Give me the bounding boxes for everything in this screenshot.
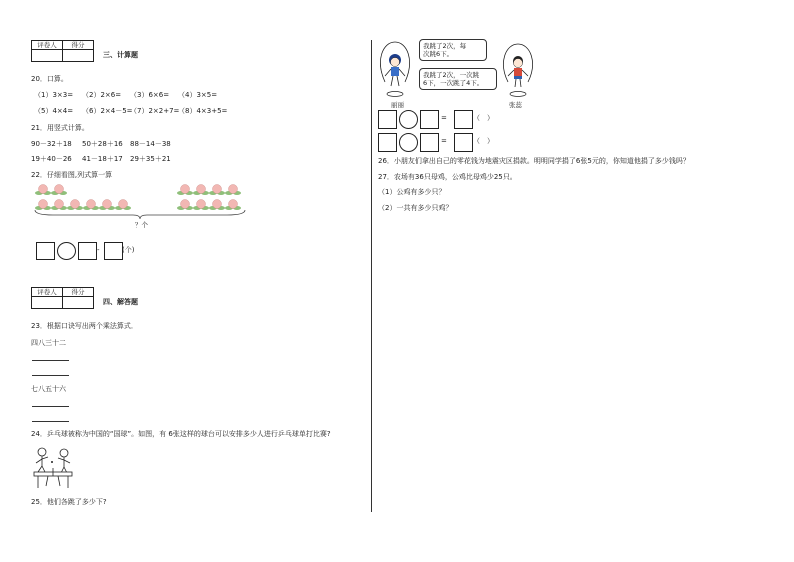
q27-sub1: （1）公鸡有多少只？ [378,188,446,196]
answer-box[interactable] [36,242,55,260]
peach-icon [51,185,67,196]
equals-sign: = [441,114,447,122]
brace [35,210,245,219]
score-table-header-grader: 评卷人 [32,288,63,297]
paren-unit: （ ） [473,137,494,145]
q20-item: （1）3×3= [34,91,74,99]
score-table-1 [31,40,94,62]
peach-icon [225,185,241,196]
speech-bubble-lili [419,39,487,61]
score-table-cell[interactable] [63,297,94,309]
q22-question-mark: ？个 [135,221,148,229]
peach-icon [177,200,193,211]
peach-icon [35,185,51,196]
q20-item: （6）2×4－5= [82,107,133,115]
bubble-line: 6下，一次跳了4下。 [423,79,484,87]
answer-box[interactable] [378,133,397,152]
answer-box[interactable] [78,242,97,260]
q23-title: 23．根据口诀写出两个乘法算式． [31,322,138,330]
unit-label: (个) [122,246,135,254]
q21-item: 41－18＋17 [82,155,123,163]
peach-icon [209,200,225,211]
q21-item: 29＋35＋21 [130,155,171,163]
q26-text: 26．小朋友们拿出自己的零花钱为地震灾区捐款。明明同学捐了6张5元的，你知道他捐了多少钱吗？ [378,157,690,165]
peach-group-left [35,185,131,211]
q27-text: 27．农场有36只母鸡，公鸡比母鸡少25只。 [378,173,517,181]
score-table-cell[interactable] [32,297,63,309]
bubble-line: 我跳了2次，每 [423,42,467,50]
q27-sub2: （2）一共有多少只鸡？ [378,204,453,212]
answer-box[interactable] [420,110,439,129]
answer-box[interactable] [454,110,473,129]
name-lili: 丽丽 [391,101,404,109]
peach-icon [99,200,115,211]
q21-item: 88－14－38 [130,140,171,148]
answer-box[interactable] [454,133,473,152]
q21-item: 90－32＋18 [31,140,72,148]
q20-item: （4）3×5= [178,91,218,99]
name-zhangrui: 张蕊 [509,101,522,109]
score-table-cell[interactable] [63,50,94,62]
q22-title: 22．仔细看图,列式算一算 [31,171,113,179]
q20-item: （5）4×4= [34,107,74,115]
q20-title: 20．口算。 [31,75,68,83]
paren-unit: （ ） [473,114,494,122]
answer-line[interactable] [32,406,69,407]
bubble-line: 次跳6下。 [423,50,454,58]
peach-icon [209,185,225,196]
q20-item: （2）2×6= [82,91,122,99]
answer-line[interactable] [32,421,69,422]
operator-circle[interactable] [399,110,418,129]
answer-box[interactable] [378,110,397,129]
answer-box[interactable] [104,242,123,260]
equals-sign: = [441,137,447,145]
peach-icon [35,200,51,211]
peach-group-right [177,185,241,211]
q21-item: 50＋28＋16 [82,140,123,148]
q25-text: 25．他们各跳了多少下? [31,498,107,506]
operator-circle[interactable] [57,242,76,260]
q20-item: （3）6×6= [130,91,170,99]
q23-rhyme: 七八五十六 [31,385,66,393]
q20-item: （8）4×3+5= [178,107,228,115]
jump-rope-boy-icon [500,42,536,100]
q23-rhyme: 四八三十二 [31,339,66,347]
q21-title: 21．用竖式计算。 [31,124,89,132]
answer-line[interactable] [32,360,69,361]
bubble-line: 我跳了2次，一次跳 [423,71,480,79]
score-table-2 [31,287,94,309]
score-table-header-grader: 评卷人 [32,41,63,50]
section-title-calculation: 三、计算题 [103,51,138,59]
score-table-cell[interactable] [32,50,63,62]
peach-icon [193,185,209,196]
minus-sign: - [97,246,100,254]
peach-icon [51,200,67,211]
score-table-header-score: 得分 [63,288,94,297]
column-divider [371,40,372,512]
jump-rope-girl-icon [377,40,413,100]
operator-circle[interactable] [399,133,418,152]
speech-bubble-zhangrui [419,68,497,90]
q24-text: 24．乒乓球被称为中国的“国球”。如图，有 6张这样的球台可以安排多少人进行乒乓球单打比赛? [31,430,331,438]
peach-icon [115,200,131,211]
answer-box[interactable] [420,133,439,152]
peach-icon [67,200,83,211]
peach-icon [193,200,209,211]
score-table-header-score: 得分 [63,41,94,50]
q21-item: 19＋40－26 [31,155,72,163]
section-title-word-problems: 四、解答题 [103,298,138,306]
answer-line[interactable] [32,375,69,376]
q20-item: （7）2×2+7= [130,107,180,115]
ping-pong-illustration [32,446,74,490]
peach-icon [83,200,99,211]
peach-icon [225,200,241,211]
peach-icon [177,185,193,196]
